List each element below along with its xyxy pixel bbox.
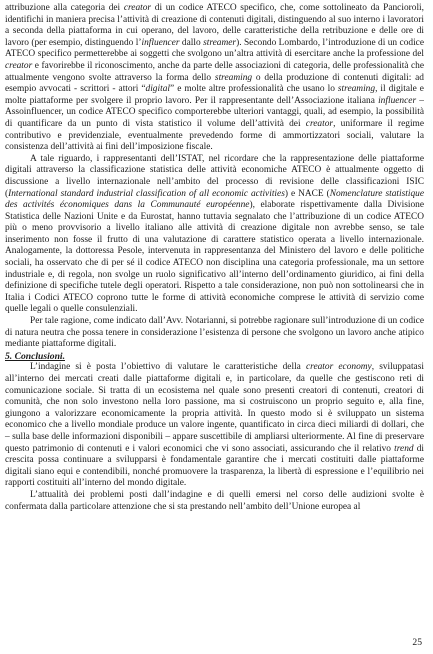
italic-run: streaming (337, 84, 376, 95)
italic-run: creator economy (305, 362, 372, 373)
text-run: A tale riguardo, i rappresentanti dell’ISTAT, nel ricordare che la rappresentazione delle piattaforme digitali attraverso la classificazione statistica delle attività economiche ATECO è attualmente oggetto di discussione a livello internazionale nell’ambito del processo di revisione delle classificazioni ISIC ( (5, 153, 424, 199)
text-run: o della produzione di contenuti digitali: ad esempio avvocati - scrittori - attori “ (5, 72, 424, 95)
paragraph-creator-ateco (5, 3, 424, 154)
text-run: e favorirebbe il riconoscimento, anche da parte delle associazioni di categoria, delle professionalità che attualmente vengono svolte attraverso la forma dello (5, 60, 424, 83)
italic-run: trend (394, 443, 414, 454)
text-run: ), elaborate rispettivamente dalla Divisione Statistica delle Nazioni Unite e da Eurostat, hanno tuttavia segnalato che l’attribuzione di un codice ATECO più o meno provvisorio a livello italiano alle attività di creazione digitale non avrebbe senso, se tale inserimento non fosse il frutto di una valutazione di carattere statistico operata a livello internazionale. Analogamente, la dottoressa Pesole, intervenuta in rappresentanza del Ministero del lavoro e delle politiche sociali, ha osservato che di per sé il codice ATECO non disciplina una categoria professionale, ma un settore industriale e, di regola, non svolge un ruolo significativo all’interno dell’ordinamento giuridico, ai fini della definizione di specifiche tutele degli operatori. Rispetto a tale considerazione, non può non sottolinearsi che in Italia i Codici ATECO coprono tutte le forme di attività economiche comprese le attività di servizio come quelle legali o quelle consulenziali. (5, 200, 424, 315)
italic-run: International standard industrial classification of all economic activities (8, 188, 285, 199)
italic-run: creator (5, 60, 33, 71)
italic-run: influencer (378, 95, 417, 106)
italic-run: streamer (203, 37, 237, 48)
document-body (5, 3, 424, 513)
italic-run: streaming (214, 72, 253, 83)
text-run: , il digitale e molte piattaforme per svolgere il proprio lavoro. Per il rappresentante dell’Associazione italiana (5, 84, 424, 106)
text-run: attribuzione alla categoria dei (5, 3, 124, 13)
italic-run: digital (145, 84, 170, 95)
italic-run: Nomenclature statistique des activités économiques dans la Communauté européenne (5, 188, 424, 211)
text-run: ) e NACE ( (284, 188, 330, 199)
paragraph-eu-attention (5, 490, 424, 513)
italic-run: creator (305, 118, 334, 129)
paragraph-istat (5, 154, 424, 316)
page-number: 25 (412, 637, 422, 648)
text-run: di crescita possa continuare a svilupparsi è fondamentale garantire che i mercati costituiti dalle piattaforme digitali siano equi e contendibili, nonché promuovere la trasparenza, la libertà di espressione e l’equilibrio nei rapporti costituiti all’interno del mondo digitale. (5, 443, 424, 489)
text-run: ” e molte altre professionalità che usano lo (170, 84, 338, 95)
italic-run: creator (123, 3, 152, 13)
text-run: di un codice ATECO specifico, che, come sottolineato da Pancioroli, identifichi in maniera precisa l’attività di creazione di contenuti digitali, distinguendo al suo interno i lavoratori a seconda della piattaforma in cui operano, del lavoro, delle caratteristiche della retribuzione e delle ore di lavoro (per esempio, distinguendo l’ (5, 3, 424, 48)
text-run: , sviluppatasi all’interno dei mercati creati dalle piattaforme digitali e, in particolare, da quelle che gestiscono reti di comunicazione sociale. Si tratta di un ecosistema nel quale sono presenti creatori di contenuti, creatori di comunità, che non solo investono nella loro passione, ma si costruiscono un proprio seguito e, alla fine, giungono a valorizzare economicamente la propria attività. In questo modo si è sviluppato un sistema economico che a livello mondiale produce un valore ingente, quantificato in circa dieci miliardi di dollari, che – sulla base delle informazioni disponibili – appare suscettibile di ampliarsi ulteriormente. Al fine di preservare questo patrimonio di contenuti e i valori economici che vi sono associati, assicurando che il relativo (5, 362, 424, 454)
italic-run: influencer (141, 37, 180, 48)
text-run: L’attualità dei problemi posti dall’indagine e di quelli emersi nel corso delle audizioni svolte è confermata dalla particolare attenzione che si sta prestando nell’ambito dell’Unione europea al (5, 489, 424, 512)
text-run: Per tale ragione, come indicato dall’Avv. Notarianni, si potrebbe ragionare sull’introduzione di un codice di natura neutra che possa tenere in considerazione l’esistenza di persone che svolgono un lavoro anche atipico mediante piattaforme digitali. (5, 316, 424, 350)
section-heading: 5. Conclusioni. (5, 350, 65, 362)
text-run: ). Secondo Lombardo, l’introduzione di un codice ATECO specifico permetterebbe ai soggetti che svolgono un’altra attività di esercitare anche la professione del (5, 37, 424, 60)
paragraph-conclusions (5, 362, 424, 490)
text-run: , uniformare il regime contributivo e previdenziale, eventualmente prevedendo forme di ammortizzatori sociali, valutare la consistenza dell’attività ai fini dell’imposizione fiscale. (5, 118, 424, 153)
paragraph-neutral-code (5, 316, 424, 351)
text-run: dallo (179, 37, 204, 48)
text-run: L’indagine si è posta l’obiettivo di valutare le caratteristiche della (30, 362, 306, 373)
text-run: – Assoinfluencer, un codice ATECO specifico comporterebbe ulteriori vantaggi, quali, ad esempio, la possibilità di quantificare da un punto di vista statistico il volume dell’attività dei (5, 95, 424, 129)
